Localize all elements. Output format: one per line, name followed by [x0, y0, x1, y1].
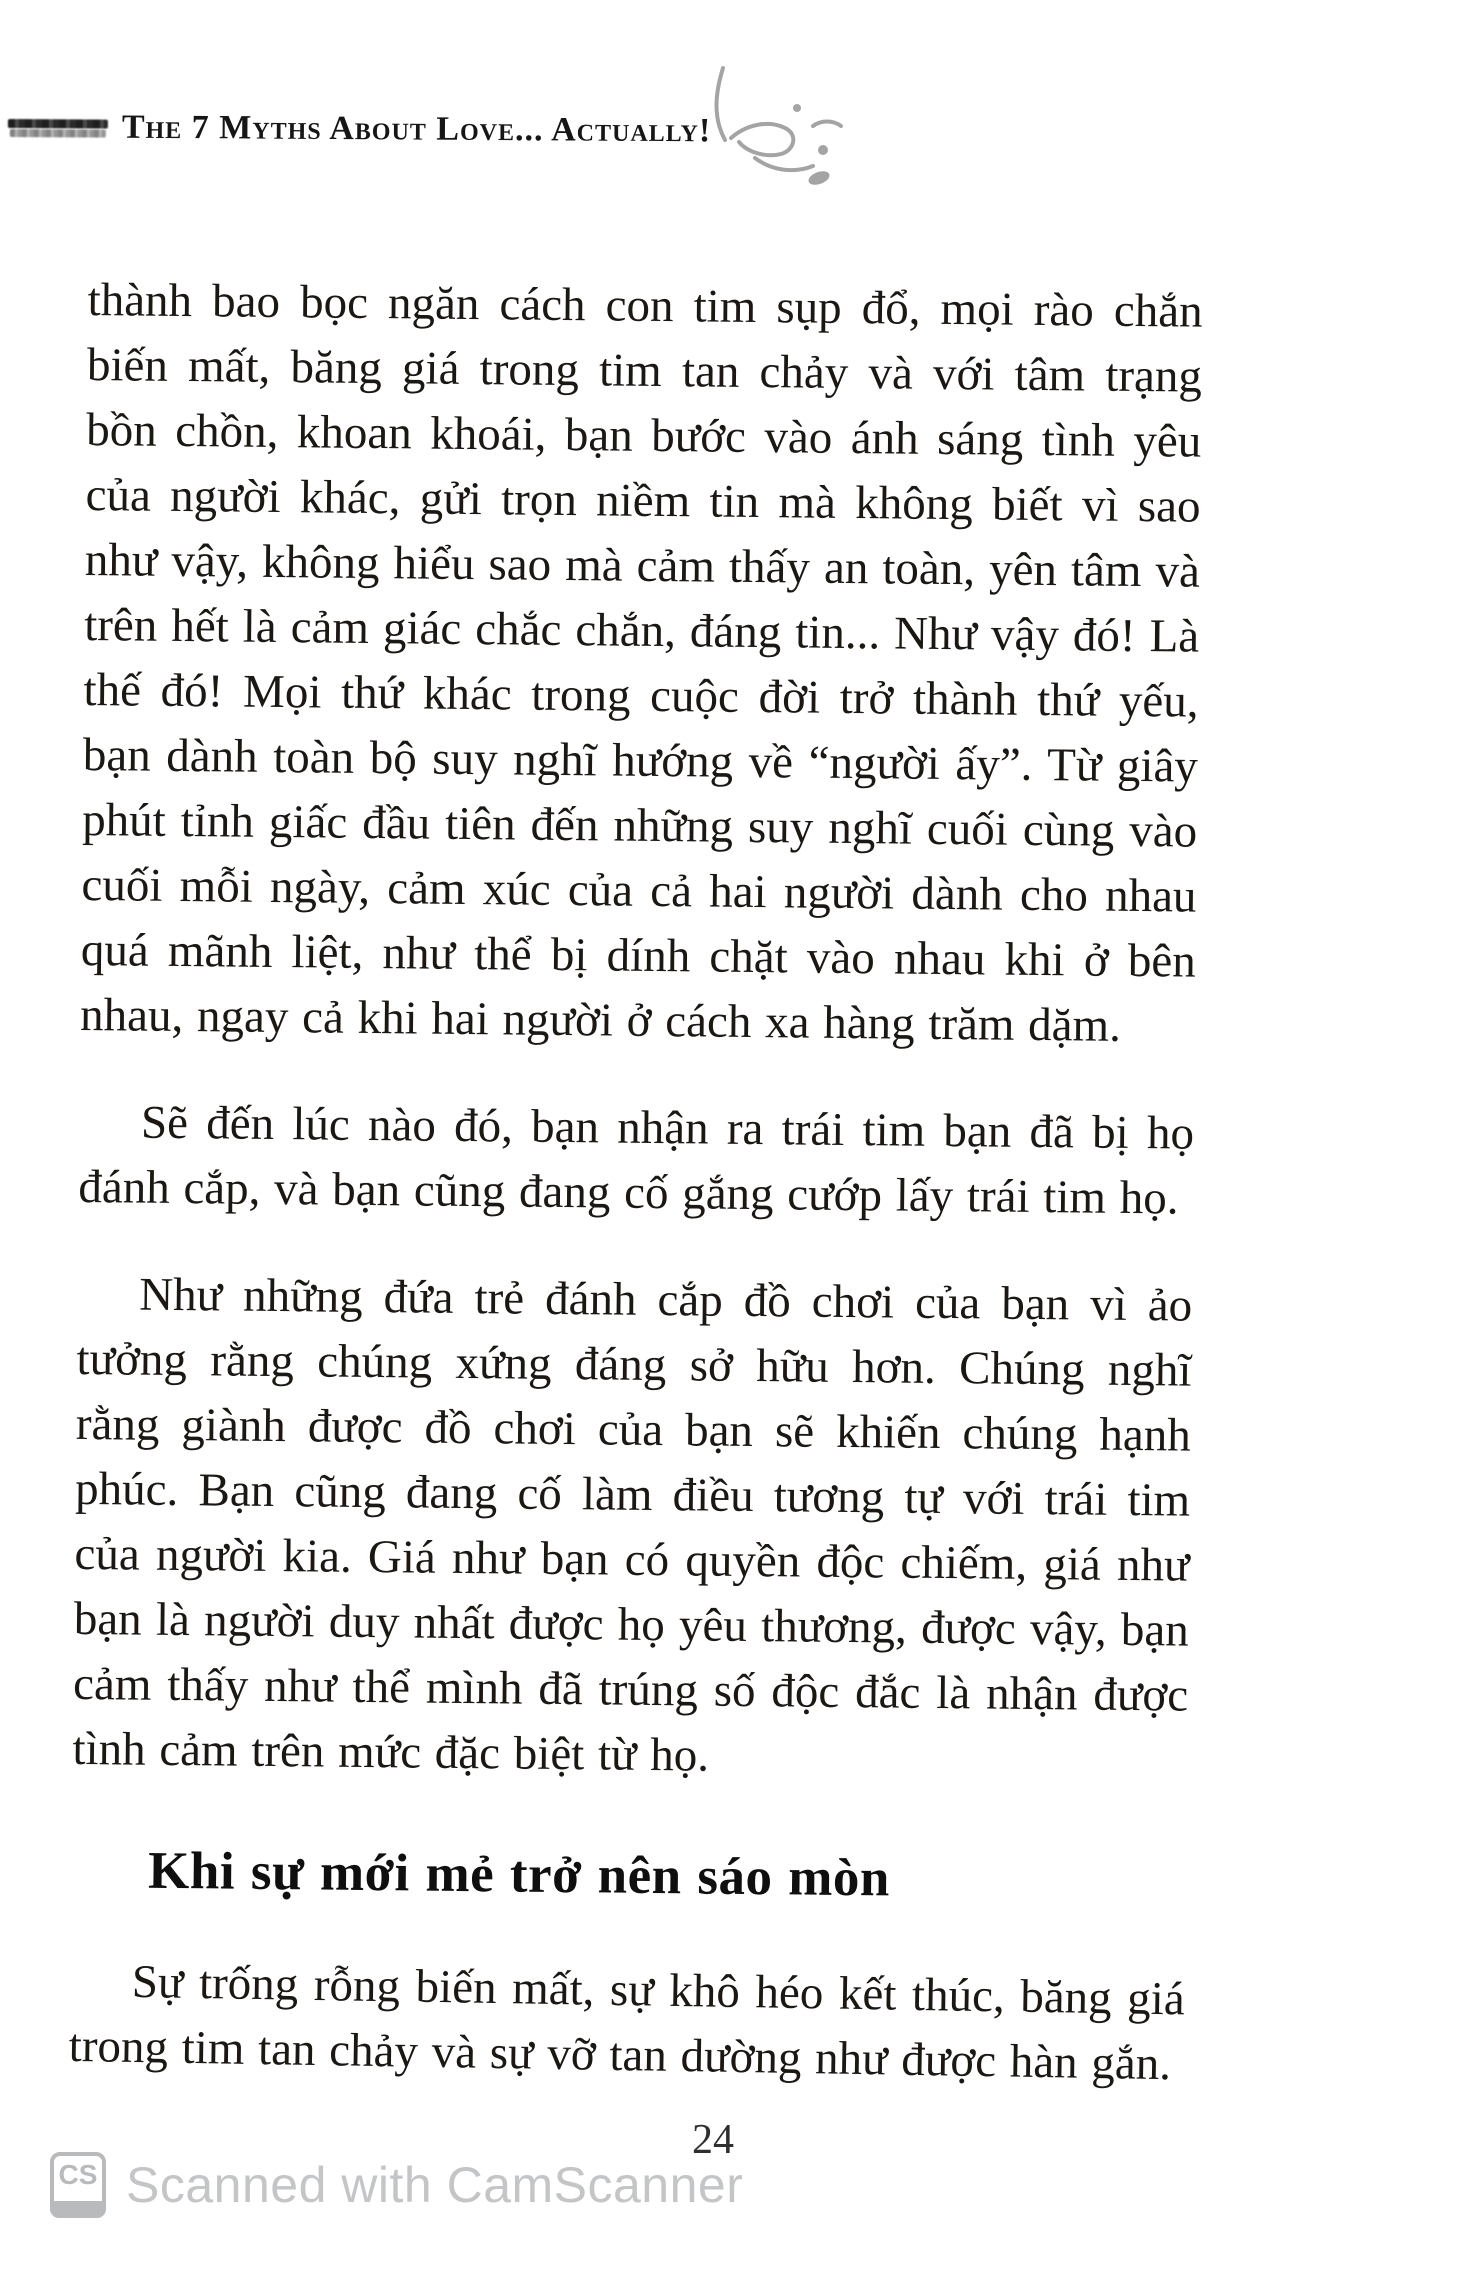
camscanner-logo-label: CS — [58, 2159, 98, 2190]
page-number: 24 — [692, 2117, 734, 2163]
section-heading: Khi sự mới mẻ trở nên sáo mòn — [147, 1841, 891, 1908]
body-text — [69, 268, 1203, 2091]
watermark-text: Scanned with CamScanner — [126, 2157, 744, 2213]
running-header — [8, 108, 712, 150]
ink-smudge-icon — [8, 114, 110, 141]
running-header-title: The 7 Myths About Love... Actually! — [121, 108, 712, 150]
paragraph: Sẽ đến lúc nào đó, bạn nhận ra trái tim bạn đã bị họ đánh cắp, và bạn cũng đang cố gắng cướp lấy trái tim họ. — [78, 1096, 1195, 1225]
camscanner-logo-icon — [50, 2152, 106, 2218]
camscanner-watermark — [50, 2152, 743, 2218]
paragraph: Như những đứa trẻ đánh cắp đồ chơi của bạn vì ảo tưởng rằng chúng xứng đáng sở hữu hơn. Chúng nghĩ rằng giành được đồ chơi của bạn sẽ khiến chúng hạnh phúc. Bạn cũng đang cố làm điều tương tự với trái tim của người kia. Giá như bạn có quyền độc chiếm, giá như bạn là người duy nhất được họ yêu thương, được vậy, bạn cảm thấy như thể mình đã trúng số độc đắc là nhận được tình cảm trên mức đặc biệt từ họ. — [72, 1268, 1193, 1782]
closing-paragraph: Sự trống rỗng biến mất, sự khô héo kết thúc, băng giá trong tim tan chảy và sự vỡ tan dường như được hàn gắn. — [68, 1955, 1186, 2091]
butterfly-ink-mark-icon — [695, 64, 855, 194]
paragraph: thành bao bọc ngăn cách con tim sụp đổ, mọi rào chắn biến mất, băng giá trong tim tan chảy và với tâm trạng bồn chồn, khoan khoái, bạn bước vào ánh sáng tình yêu của người khác, gửi trọn niềm tin mà không biết vì sao như vậy, không hiểu sao mà cảm thấy an toàn, yên tâm và trên hết là cảm giác chắc chắn, đáng tin... Như vậy đó! Là thế đó! Mọi thứ khác trong cuộc đời trở thành thứ yếu, bạn dành toàn bộ suy nghĩ hướng về “người ấy”. Từ giây phút tỉnh giấc đầu tiên đến những suy nghĩ cuối cùng vào cuối mỗi ngày, cảm xúc của cả hai người dành cho nhau quá mãnh liệt, như thể bị dính chặt vào nhau khi ở bên nhau, ngay cả khi hai người ở cách xa hàng trăm dặm. — [79, 273, 1203, 1052]
